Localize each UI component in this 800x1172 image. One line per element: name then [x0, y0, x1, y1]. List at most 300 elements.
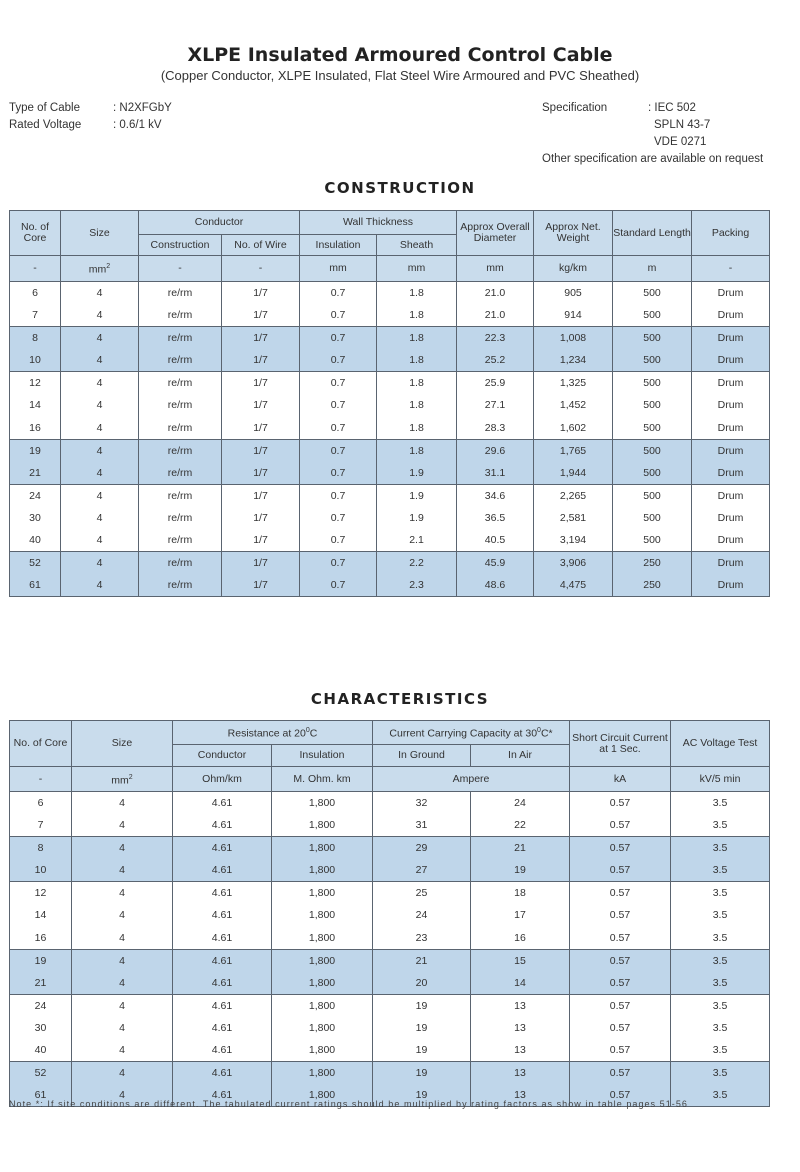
header-in-ground: In Ground	[373, 745, 471, 767]
table-cell: 19	[373, 1017, 471, 1040]
unit-cell: -	[10, 256, 61, 282]
table-cell: 2,265	[534, 484, 613, 507]
table-cell: 1,234	[534, 349, 613, 372]
table-cell: 21	[471, 837, 570, 860]
unit-cell: kA	[570, 767, 671, 792]
table-cell: 1/7	[222, 462, 300, 485]
table-cell: 1,800	[272, 1084, 373, 1107]
table-cell: re/rm	[139, 394, 222, 417]
table-cell: 31.1	[457, 462, 534, 485]
table-cell: re/rm	[139, 529, 222, 552]
table-cell: 4	[61, 529, 139, 552]
table-cell: 500	[613, 372, 692, 395]
table-cell: 30	[10, 1017, 72, 1040]
table-cell: 4	[72, 1017, 173, 1040]
table-cell: 24	[373, 904, 471, 927]
table-cell: Drum	[692, 462, 770, 485]
table-cell: 4.61	[173, 814, 272, 837]
table-cell: 13	[471, 1017, 570, 1040]
table-cell: 4.61	[173, 1039, 272, 1062]
table-cell: 1,800	[272, 949, 373, 972]
specification-info	[542, 100, 710, 151]
table-cell: 7	[10, 304, 61, 327]
table-cell: 16	[471, 927, 570, 950]
table-cell: 4	[72, 882, 173, 905]
table-cell: 4	[61, 304, 139, 327]
table-cell: 52	[10, 552, 61, 575]
table-cell: 3.5	[671, 1062, 770, 1085]
table-cell: 3.5	[671, 882, 770, 905]
table-cell: 3.5	[671, 904, 770, 927]
table-cell: 24	[471, 792, 570, 815]
table-row	[10, 507, 770, 530]
table-cell: 6	[10, 282, 61, 305]
table-cell: 31	[373, 814, 471, 837]
table-cell: 3.5	[671, 949, 770, 972]
table-cell: 0.57	[570, 904, 671, 927]
header-in-air: In Air	[471, 745, 570, 767]
table-cell: 4	[61, 552, 139, 575]
table-cell: 17	[471, 904, 570, 927]
spec-value: SPLN 43-7	[654, 119, 711, 131]
table-cell: 1,800	[272, 1017, 373, 1040]
table-row	[10, 439, 770, 462]
header-ac-voltage: AC Voltage Test	[671, 721, 770, 767]
table-cell: Drum	[692, 552, 770, 575]
table-cell: 1/7	[222, 439, 300, 462]
table-cell: 1,602	[534, 417, 613, 440]
table-cell: 1,800	[272, 994, 373, 1017]
table-cell: 1,800	[272, 1062, 373, 1085]
table-cell: 4	[72, 949, 173, 972]
table-cell: 0.7	[300, 282, 377, 305]
page-title: XLPE Insulated Armoured Control Cable	[187, 44, 613, 66]
table-row	[10, 837, 770, 860]
table-cell: 4	[72, 927, 173, 950]
table-cell: re/rm	[139, 282, 222, 305]
table-cell: 0.57	[570, 1084, 671, 1107]
table-cell: 16	[10, 417, 61, 440]
unit-cell: mm	[377, 256, 457, 282]
table-cell: 4.61	[173, 1017, 272, 1040]
table-cell: 10	[10, 349, 61, 372]
table-cell: 1/7	[222, 372, 300, 395]
table-cell: 27	[373, 859, 471, 882]
spec-value: : IEC 502	[648, 102, 696, 114]
table-cell: 10	[10, 859, 72, 882]
table-row	[10, 904, 770, 927]
table-cell: 40.5	[457, 529, 534, 552]
table-cell: 0.7	[300, 417, 377, 440]
table-cell: 3.5	[671, 972, 770, 995]
table-cell: 6	[10, 792, 72, 815]
table-cell: 500	[613, 529, 692, 552]
unit-cell: mm	[457, 256, 534, 282]
footnote: Note *: If site conditions are different. The tabulated current ratings should be multiplied by rating factors as show in table pages 51-56	[9, 1099, 688, 1109]
table-cell: 1.8	[377, 327, 457, 350]
unit-cell: kV/5 min	[671, 767, 770, 792]
table-cell: 1.8	[377, 304, 457, 327]
table-cell: 4	[72, 972, 173, 995]
table-cell: 500	[613, 439, 692, 462]
table-cell: re/rm	[139, 484, 222, 507]
unit-cell: $mm^2$	[61, 256, 139, 282]
header-size: Size	[61, 211, 139, 256]
table-cell: 8	[10, 837, 72, 860]
table-cell: 1,800	[272, 814, 373, 837]
table-cell: 3,906	[534, 552, 613, 575]
table-cell: 13	[471, 994, 570, 1017]
table-cell: 0.7	[300, 372, 377, 395]
header-short-circuit: Short Circuit Current at 1 Sec.	[570, 721, 671, 767]
table-cell: 18	[471, 882, 570, 905]
table-cell: 36.5	[457, 507, 534, 530]
table-cell: 29.6	[457, 439, 534, 462]
table-cell: 0.7	[300, 394, 377, 417]
table-cell: 4	[72, 904, 173, 927]
table-cell: 0.57	[570, 814, 671, 837]
table-cell: 0.57	[570, 972, 671, 995]
table-cell: 4	[61, 282, 139, 305]
table-cell: Drum	[692, 282, 770, 305]
table-cell: re/rm	[139, 439, 222, 462]
header-no-wire: No. of Wire	[222, 235, 300, 256]
unit-cell: kg/km	[534, 256, 613, 282]
unit-cell: -	[10, 767, 72, 792]
table-cell: 0.7	[300, 349, 377, 372]
table-cell: 4	[61, 462, 139, 485]
table-cell: re/rm	[139, 349, 222, 372]
unit-cell: mm	[300, 256, 377, 282]
table-cell: 1/7	[222, 349, 300, 372]
table-cell: 914	[534, 304, 613, 327]
table-row	[10, 327, 770, 350]
table-cell: 1,800	[272, 882, 373, 905]
table-cell: 4.61	[173, 994, 272, 1017]
spec-label: Specification	[542, 102, 608, 114]
table-cell: 4	[61, 417, 139, 440]
header-no-core: No. of Core	[10, 211, 61, 256]
table-row	[10, 304, 770, 327]
header-no-core: No. of Core	[10, 721, 72, 767]
table-cell: 0.57	[570, 837, 671, 860]
table-cell: 25.2	[457, 349, 534, 372]
table-cell: 905	[534, 282, 613, 305]
table-cell: 4	[61, 507, 139, 530]
table-row	[10, 1017, 770, 1040]
table-cell: 1,800	[272, 927, 373, 950]
table-cell: 1,800	[272, 859, 373, 882]
table-cell: 4.61	[173, 972, 272, 995]
table-cell: 1/7	[222, 282, 300, 305]
table-cell: 1/7	[222, 304, 300, 327]
cable-info	[9, 100, 172, 134]
table-cell: 4	[61, 484, 139, 507]
table-cell: 15	[471, 949, 570, 972]
table-cell: 0.7	[300, 529, 377, 552]
table-cell: 16	[10, 927, 72, 950]
table-cell: 1,008	[534, 327, 613, 350]
table-cell: 21	[10, 462, 61, 485]
header-resistance: Resistance at $20^0C$	[173, 721, 373, 745]
table-cell: 0.57	[570, 1039, 671, 1062]
table-row	[10, 394, 770, 417]
header-current-capacity: Current Carrying Capacity at $30^0C*$	[373, 721, 570, 745]
table-cell: 13	[471, 1039, 570, 1062]
table-cell: 40	[10, 1039, 72, 1062]
table-cell: 1.8	[377, 372, 457, 395]
table-cell: 40	[10, 529, 61, 552]
header-sheath: Sheath	[377, 235, 457, 256]
table-cell: 4	[72, 859, 173, 882]
table-cell: 19	[373, 1039, 471, 1062]
table-cell: 19	[10, 439, 61, 462]
table-cell: Drum	[692, 574, 770, 597]
table-cell: 0.57	[570, 792, 671, 815]
table-row	[10, 1039, 770, 1062]
unit-cell: M. Ohm. km	[272, 767, 373, 792]
header-insulation: Insulation	[300, 235, 377, 256]
table-row	[10, 552, 770, 575]
table-cell: 4	[61, 439, 139, 462]
table-cell: 500	[613, 394, 692, 417]
table-cell: 8	[10, 327, 61, 350]
table-cell: 1/7	[222, 552, 300, 575]
table-cell: 1.8	[377, 394, 457, 417]
table-cell: 3.5	[671, 859, 770, 882]
table-row	[10, 882, 770, 905]
table-cell: 1/7	[222, 574, 300, 597]
table-cell: 22	[471, 814, 570, 837]
table-cell: re/rm	[139, 372, 222, 395]
table-cell: 0.57	[570, 1017, 671, 1040]
table-cell: 4.61	[173, 904, 272, 927]
table-cell: 500	[613, 282, 692, 305]
table-cell: 28.3	[457, 417, 534, 440]
table-cell: Drum	[692, 372, 770, 395]
table-cell: 1.9	[377, 484, 457, 507]
table-cell: 27.1	[457, 394, 534, 417]
table-cell: 45.9	[457, 552, 534, 575]
page-subtitle: (Copper Conductor, XLPE Insulated, Flat Steel Wire Armoured and PVC Sheathed)	[160, 68, 640, 83]
table-cell: 48.6	[457, 574, 534, 597]
table-cell: 14	[10, 394, 61, 417]
table-cell: 14	[10, 904, 72, 927]
table-cell: 0.7	[300, 574, 377, 597]
header-construction: Construction	[139, 235, 222, 256]
table-row	[10, 994, 770, 1017]
table-cell: 1.8	[377, 417, 457, 440]
table-cell: 4	[72, 1084, 173, 1107]
table-cell: 61	[10, 574, 61, 597]
table-cell: 1/7	[222, 507, 300, 530]
table-cell: re/rm	[139, 462, 222, 485]
table-row	[10, 417, 770, 440]
table-cell: 500	[613, 417, 692, 440]
unit-cell: -	[692, 256, 770, 282]
header-resistance-text: Resistance at 20	[227, 727, 306, 740]
table-cell: 30	[10, 507, 61, 530]
table-cell: 14	[471, 972, 570, 995]
characteristics-title: CHARACTERISTICS	[310, 690, 490, 708]
construction-table	[9, 210, 770, 597]
type-value: : N2XFGbY	[113, 102, 172, 114]
table-row	[10, 949, 770, 972]
table-row	[10, 814, 770, 837]
table-cell: 3.5	[671, 1017, 770, 1040]
table-cell: 21	[373, 949, 471, 972]
header-conductor: Conductor	[173, 745, 272, 767]
table-cell: 4.61	[173, 1062, 272, 1085]
table-cell: re/rm	[139, 417, 222, 440]
table-cell: 500	[613, 349, 692, 372]
unit-cell: Ampere	[373, 767, 570, 792]
table-cell: 29	[373, 837, 471, 860]
table-cell: 4	[72, 837, 173, 860]
table-cell: 2.3	[377, 574, 457, 597]
unit-cell: -	[139, 256, 222, 282]
table-cell: 52	[10, 1062, 72, 1085]
table-cell: 21	[10, 972, 72, 995]
table-cell: Drum	[692, 327, 770, 350]
table-cell: Drum	[692, 484, 770, 507]
table-cell: 12	[10, 372, 61, 395]
table-row	[10, 859, 770, 882]
table-cell: 1/7	[222, 529, 300, 552]
table-row	[10, 1062, 770, 1085]
table-row	[10, 972, 770, 995]
table-row	[10, 574, 770, 597]
table-cell: 0.57	[570, 882, 671, 905]
table-row	[10, 462, 770, 485]
table-cell: 1/7	[222, 394, 300, 417]
table-cell: 500	[613, 462, 692, 485]
table-cell: 1,765	[534, 439, 613, 462]
table-row	[10, 484, 770, 507]
unit-cell: -	[222, 256, 300, 282]
table-cell: 4	[72, 1062, 173, 1085]
table-cell: 0.7	[300, 507, 377, 530]
table-cell: 4,475	[534, 574, 613, 597]
table-cell: 500	[613, 304, 692, 327]
table-cell: 34.6	[457, 484, 534, 507]
table-cell: 0.57	[570, 927, 671, 950]
table-cell: 250	[613, 574, 692, 597]
characteristics-table	[9, 720, 770, 1107]
table-cell: 3.5	[671, 927, 770, 950]
table-cell: 250	[613, 552, 692, 575]
table-cell: 500	[613, 507, 692, 530]
unit-cell: $mm^2$	[72, 767, 173, 792]
table-cell: 0.7	[300, 484, 377, 507]
table-cell: 23	[373, 927, 471, 950]
voltage-value: : 0.6/1 kV	[113, 119, 162, 131]
table-row	[10, 372, 770, 395]
table-cell: 2.1	[377, 529, 457, 552]
table-cell: 7	[10, 814, 72, 837]
table-cell: 0.57	[570, 994, 671, 1017]
unit-cell: Ohm/km	[173, 767, 272, 792]
table-row	[10, 349, 770, 372]
table-cell: 1.8	[377, 282, 457, 305]
table-cell: 19	[373, 1062, 471, 1085]
table-cell: 24	[10, 994, 72, 1017]
other-spec-note: Other specification are available on request	[542, 153, 764, 165]
table-cell: Drum	[692, 304, 770, 327]
table-cell: 1.9	[377, 462, 457, 485]
table-row	[10, 529, 770, 552]
table-cell: 3,194	[534, 529, 613, 552]
table-cell: 20	[373, 972, 471, 995]
table-cell: re/rm	[139, 574, 222, 597]
table-cell: 4	[72, 792, 173, 815]
table-cell: 4.61	[173, 1084, 272, 1107]
table-cell: 1.8	[377, 349, 457, 372]
header-insulation: Insulation	[272, 745, 373, 767]
voltage-label: Rated Voltage	[9, 119, 82, 131]
table-cell: 1,325	[534, 372, 613, 395]
table-cell: 3.5	[671, 1039, 770, 1062]
type-label: Type of Cable	[9, 102, 80, 114]
table-cell: 500	[613, 327, 692, 350]
table-cell: 3.5	[671, 814, 770, 837]
table-cell: 1.9	[377, 507, 457, 530]
unit-cell: m	[613, 256, 692, 282]
header-wall-thickness: Wall Thickness	[300, 211, 457, 235]
header-length: Standard Length	[613, 211, 692, 256]
table-cell: 4.61	[173, 927, 272, 950]
table-cell: Drum	[692, 349, 770, 372]
table-cell: Drum	[692, 507, 770, 530]
table-cell: 4	[72, 814, 173, 837]
table-cell: 4	[61, 327, 139, 350]
table-cell: re/rm	[139, 552, 222, 575]
table-cell: 22.3	[457, 327, 534, 350]
table-cell: 3.5	[671, 1084, 770, 1107]
table-cell: 1,452	[534, 394, 613, 417]
table-cell: 1,800	[272, 837, 373, 860]
table-cell: 1.8	[377, 439, 457, 462]
table-cell: 19	[471, 859, 570, 882]
table-cell: 0.7	[300, 462, 377, 485]
table-cell: 19	[10, 949, 72, 972]
table-cell: 25.9	[457, 372, 534, 395]
table-cell: 13	[471, 1062, 570, 1085]
table-cell: re/rm	[139, 304, 222, 327]
table-cell: 12	[10, 882, 72, 905]
table-cell: 4.61	[173, 792, 272, 815]
table-cell: 4	[61, 349, 139, 372]
table-cell: 0.57	[570, 949, 671, 972]
table-cell: 1,800	[272, 904, 373, 927]
table-cell: re/rm	[139, 327, 222, 350]
table-cell: 3.5	[671, 792, 770, 815]
table-cell: 1,800	[272, 792, 373, 815]
table-cell: 4	[72, 994, 173, 1017]
table-cell: 19	[373, 994, 471, 1017]
table-cell: 21.0	[457, 304, 534, 327]
table-cell: 19	[373, 1084, 471, 1107]
table-cell: 4	[72, 1039, 173, 1062]
table-row	[10, 792, 770, 815]
table-cell: 1/7	[222, 327, 300, 350]
table-cell: 0.7	[300, 327, 377, 350]
table-cell: 1,800	[272, 1039, 373, 1062]
table-cell: 2.2	[377, 552, 457, 575]
table-cell: 3.5	[671, 837, 770, 860]
header-size: Size	[72, 721, 173, 767]
header-diameter: Approx Overall Diameter	[457, 211, 534, 256]
